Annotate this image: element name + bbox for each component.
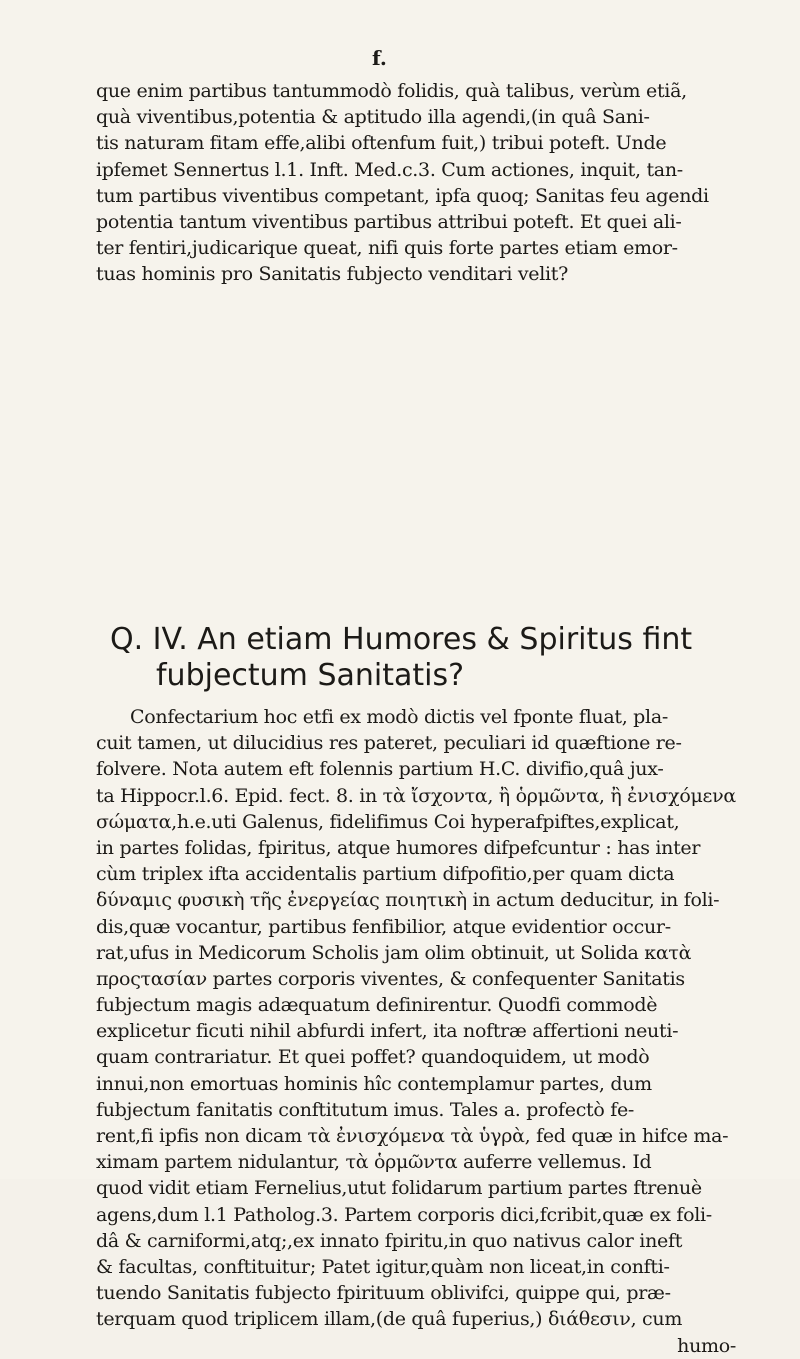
text-line: fubjectum magis adæquatum definirentur. Quodfi commodè (96, 994, 658, 1017)
question-heading (110, 622, 730, 694)
text-line: tuas hominis pro Sanitatis fubjecto venditari velit? (96, 263, 568, 286)
text-line: folvere. Nota autem eft folennis partium H.C. divifio,quâ jux- (96, 758, 664, 781)
text-line: & facultas, conftituitur; Patet igitur,quàm non liceat,in confti- (96, 1255, 670, 1278)
text-line: terquam quod triplicem illam,(de quâ fuperius,) διάθεσιν, cum (96, 1308, 683, 1331)
text-line: quà viventibus,potentia & aptitudo illa agendi,(in quâ Sani- (96, 106, 650, 129)
text-line: tum partibus viventibus competant, ipfa quoq; Sanitas feu agendi (96, 184, 709, 207)
text-line: cùm triplex ifta accidentalis partium difpofitio,per quam dicta (96, 863, 675, 886)
text-line: προςτασίαν partes corporis viventes, & confequenter Sanitatis (96, 967, 685, 990)
text-line: dis,quæ vocantur, partibus fenfibilior, atque evidentior occur- (96, 915, 671, 938)
text-line: que enim partibus tantummodò folidis, quà talibus, verùm etiã, (96, 80, 687, 102)
folio-mark: f. (372, 46, 387, 70)
text-line: ximam partem nidulantur, τὰ ὁρμῶντα auferre vellemus. Id (96, 1151, 652, 1174)
catchword: humo- (677, 1334, 736, 1357)
text-line: ta Hippocr.l.6. Epid. fect. 8. in τὰ ἴσχοντα, ἢ ὁρμῶντα, ἢ ἐνισχόμενα (96, 784, 736, 807)
text-line: fubjectum fanitatis conftitutum imus. Tales a. profectò fe- (96, 1098, 635, 1121)
heading-line: fubjectum Sanitatis? (156, 658, 465, 693)
text-line: innui,non emortuas hominis hîc contemplamur partes, dum (96, 1072, 652, 1095)
text-line: explicetur ficuti nihil abfurdi infert, ita noftræ affertioni neuti- (96, 1020, 679, 1043)
text-line: potentia tantum viventibus partibus attribui poteft. Et quei ali- (96, 210, 682, 233)
text-line: Confectarium hoc etfi ex modò dictis vel fponte fluat, pla- (130, 706, 668, 728)
text-line: tuendo Sanitatis fubjecto fpirituum oblivifci, quippe qui, præ- (96, 1282, 671, 1305)
text-line: tis naturam fitam effe,alibi oftenfum fuit,) tribui poteft. Unde (96, 132, 667, 155)
text-line: rent,fi ipfis non dicam τὰ ἐνισχόμενα τὰ ὑγρὰ, fed quæ in hifce ma- (96, 1125, 729, 1147)
text-line: ter fentiri,judicarique queat, nifi quis forte partes etiam emor- (96, 237, 678, 260)
heading-line: Q. IV. An etiam Humores & Spiritus fint (110, 622, 693, 657)
text-line: quam contrariatur. Et quei poffet? quandoquidem, ut modò (96, 1046, 650, 1069)
text-line: δύναμις φυσικὴ τῆς ἐνεργείας ποιητικὴ in actum deducitur, in foli- (96, 889, 720, 912)
text-line: quod vidit etiam Fernelius,utut folidarum partium partes ftrenuè (96, 1177, 702, 1200)
text-line: cuit tamen, ut dilucidius res pateret, peculiari id quæftione re- (96, 732, 682, 755)
paragraph-1 (96, 78, 736, 288)
text-line: rat,ufus in Medicorum Scholis jam olim obtinuit, ut Solida κατὰ (96, 941, 692, 964)
text-line: dâ & carniformi,atq;,ex innato fpiritu,in quo nativus calor ineft (96, 1229, 683, 1252)
paragraph-2 (96, 704, 736, 1359)
text-line: in partes folidas, fpiritus, atque humores difpefcuntur : has inter (96, 836, 701, 859)
text-line: ipfemet Sennertus l.1. Inft. Med.c.3. Cum actiones, inquit, tan- (96, 158, 683, 181)
text-line: agens,dum l.1 Patholog.3. Partem corporis dici,fcribit,quæ ex foli- (96, 1203, 712, 1226)
text-line: σώματα,h.e.uti Galenus, fidelifimus Coi hyperafpiftes,explicat, (96, 810, 680, 833)
